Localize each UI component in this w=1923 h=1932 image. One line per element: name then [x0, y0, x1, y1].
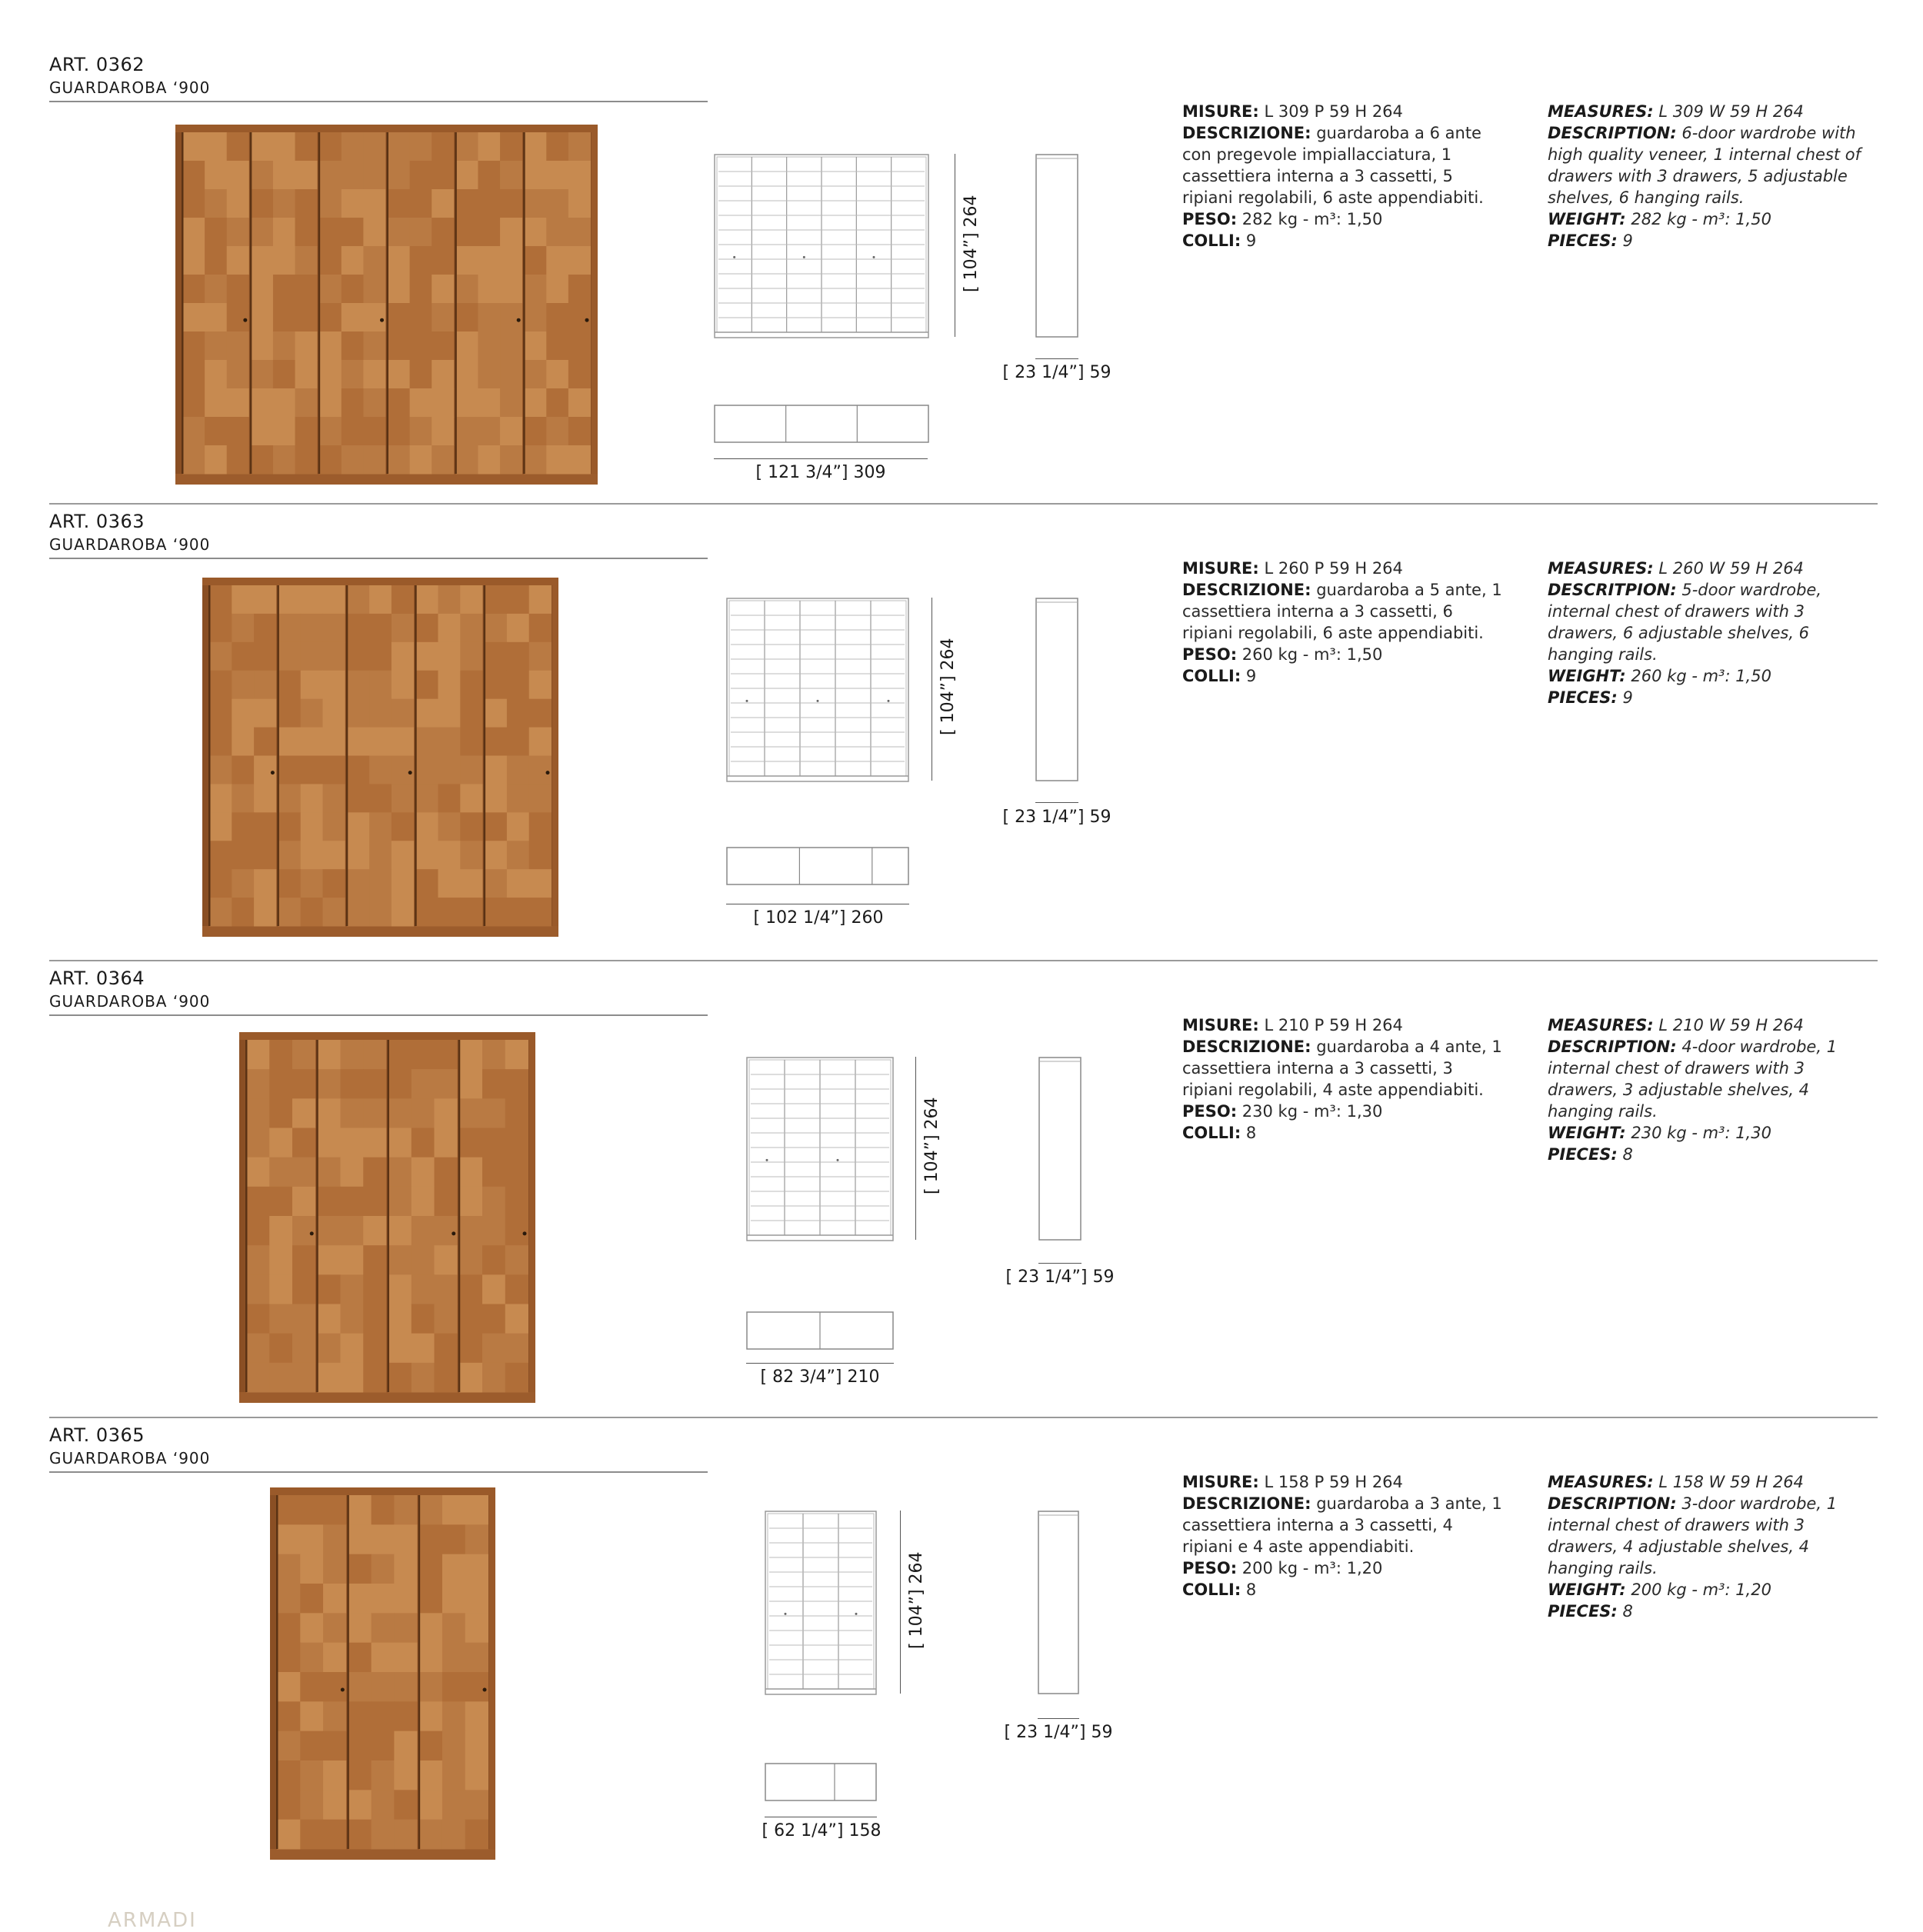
- article-subtitle: GUARDAROBA ‘900: [49, 78, 211, 97]
- measures-label: MISURE:: [1182, 1473, 1259, 1491]
- depth-dimension: [ 23 1/4”] 59: [1004, 1723, 1113, 1742]
- pieces-value: 9: [1617, 688, 1633, 707]
- height-dimension: [ 104”] 264: [922, 1097, 942, 1194]
- height-dimension: [ 104”] 264: [938, 638, 958, 735]
- spec-italian: [1182, 101, 1505, 251]
- weight-label: WEIGHT:: [1548, 1124, 1626, 1142]
- weight-label: PESO:: [1182, 210, 1238, 228]
- wardrobe-photo: [239, 1032, 535, 1403]
- door-knob: [523, 1231, 527, 1235]
- depth-dimension: [ 23 1/4”] 59: [1002, 808, 1111, 827]
- footer-category-label: ARMADI: [108, 1909, 197, 1932]
- description-value: guardaroba a 6 ante con pregevole impiallacciatura, 1 cassettiera interna a 3 cassetti, 5 ripiani regolabili, 6 aste appendiabiti.: [1182, 124, 1484, 207]
- depth-dim-line: [1038, 1263, 1081, 1264]
- title-rule: [49, 558, 708, 559]
- width-dimension: [ 102 1/4”] 260: [753, 908, 884, 928]
- wardrobe-door: [523, 132, 591, 475]
- door-knob: [341, 1688, 345, 1692]
- wardrobe-door: [277, 585, 345, 927]
- weight-value: 200 kg - m³: 1,20: [1625, 1581, 1771, 1599]
- weight-label: WEIGHT:: [1548, 1581, 1626, 1599]
- spec-italian: [1182, 1014, 1505, 1144]
- spec-english: [1548, 101, 1878, 251]
- door-knob: [408, 771, 412, 774]
- depth-dim-line: [1038, 1718, 1079, 1719]
- wardrobe-door: [316, 1040, 386, 1393]
- door-knob: [546, 771, 550, 774]
- spec-english: [1548, 558, 1878, 708]
- measures-value: L 210 W 59 H 264: [1653, 1016, 1804, 1034]
- plan-view-drawing: [726, 847, 909, 885]
- description-label: DESCRIPTION:: [1548, 124, 1677, 142]
- measures-value: L 260 W 59 H 264: [1653, 559, 1804, 578]
- weight-label: WEIGHT:: [1548, 667, 1626, 685]
- depth-dim-line: [1035, 358, 1078, 359]
- article-subtitle: GUARDAROBA ‘900: [49, 1449, 211, 1467]
- depth-dimension: [ 23 1/4”] 59: [1002, 363, 1111, 382]
- measures-value: L 158 P 59 H 264: [1258, 1473, 1403, 1491]
- wardrobe-photo: [202, 578, 558, 937]
- pieces-value: 9: [1241, 667, 1257, 685]
- weight-value: 260 kg - m³: 1,50: [1237, 645, 1383, 664]
- product-section: [0, 457, 1923, 928]
- wardrobe-door: [276, 1495, 346, 1850]
- pieces-label: COLLI:: [1182, 1124, 1241, 1142]
- title-rule: [49, 1471, 708, 1473]
- description-label: DESCRIPTION:: [1548, 1038, 1677, 1056]
- door-knob: [452, 1231, 455, 1235]
- plan-view-drawing: [765, 1763, 877, 1801]
- article-number: ART. 0365: [49, 1424, 145, 1446]
- measures-label: MISURE:: [1182, 1016, 1259, 1034]
- pieces-label: PIECES:: [1548, 1602, 1618, 1621]
- width-dimension: [ 62 1/4”] 158: [762, 1821, 882, 1840]
- front-elevation-drawing: [726, 598, 909, 782]
- pieces-value: 8: [1241, 1124, 1257, 1142]
- pieces-value: 8: [1241, 1581, 1257, 1599]
- height-dim-line: [900, 1511, 901, 1694]
- width-dimension: [ 121 3/4”] 309: [755, 463, 886, 482]
- front-elevation-drawing: [714, 154, 929, 338]
- weight-value: 282 kg - m³: 1,50: [1237, 210, 1383, 228]
- wardrobe-door: [250, 132, 318, 475]
- article-number: ART. 0362: [49, 54, 145, 75]
- article-number: ART. 0364: [49, 968, 145, 989]
- door-knob: [310, 1231, 314, 1235]
- plan-view-drawing: [714, 405, 929, 443]
- description-label: DESCRIZIONE:: [1182, 581, 1311, 599]
- door-knob: [380, 318, 384, 322]
- wardrobe-door: [346, 585, 414, 927]
- height-dimension: [ 104”] 264: [907, 1551, 926, 1649]
- measures-value: L 260 P 59 H 264: [1258, 559, 1403, 578]
- door-knob: [517, 318, 521, 322]
- pieces-label: COLLI:: [1182, 1581, 1241, 1599]
- pieces-label: PIECES:: [1548, 1145, 1618, 1164]
- pieces-value: 8: [1617, 1145, 1633, 1164]
- side-elevation-drawing: [1035, 598, 1078, 782]
- measures-label: MISURE:: [1182, 559, 1259, 578]
- measures-value: L 210 P 59 H 264: [1258, 1016, 1403, 1034]
- weight-label: PESO:: [1182, 1559, 1238, 1577]
- wardrobe-photo: [270, 1487, 495, 1860]
- description-value: guardaroba a 4 ante, 1 cassettiera interna a 3 cassetti, 3 ripiani regolabili, 4 aste appendiabiti.: [1182, 1038, 1502, 1099]
- front-elevation-drawing: [746, 1057, 894, 1241]
- wardrobe-door: [318, 132, 386, 475]
- pieces-label: COLLI:: [1182, 667, 1241, 685]
- side-elevation-drawing: [1038, 1057, 1081, 1241]
- weight-value: 230 kg - m³: 1,30: [1237, 1102, 1383, 1121]
- title-rule: [49, 1014, 708, 1016]
- pieces-value: 9: [1617, 232, 1633, 250]
- wardrobe-door: [455, 132, 522, 475]
- pieces-value: 9: [1241, 232, 1257, 250]
- measures-value: L 309 W 59 H 264: [1653, 102, 1804, 121]
- wardrobe-door: [245, 1040, 315, 1393]
- wardrobe-door: [484, 585, 552, 927]
- description-label: DESCRIZIONE:: [1182, 124, 1311, 142]
- door-knob: [585, 318, 589, 322]
- height-dim-line: [915, 1057, 916, 1240]
- description-label: DESCRITPION:: [1548, 581, 1677, 599]
- door-knob: [483, 1688, 487, 1692]
- description-value: 5-door wardrobe, internal chest of drawers with 3 drawers, 6 adjustable shelves, 6 hanging rails.: [1548, 581, 1822, 664]
- description-value: guardaroba a 3 ante, 1 cassettiera interna a 3 cassetti, 4 ripiani e 4 aste appendiabiti.: [1182, 1494, 1502, 1556]
- description-value: 6-door wardrobe with high quality veneer, 1 internal chest of drawers with 3 drawers, 5 adjustable shelves, 6 hanging rails.: [1548, 124, 1861, 207]
- measures-label: MEASURES:: [1548, 1016, 1654, 1034]
- width-dim-line: [746, 1363, 894, 1364]
- pieces-label: PIECES:: [1548, 688, 1618, 707]
- description-label: DESCRIPTION:: [1548, 1494, 1677, 1513]
- description-value: 3-door wardrobe, 1 internal chest of drawers with 3 drawers, 4 adjustable shelves, 4 hanging rails.: [1548, 1494, 1838, 1577]
- wardrobe-door: [208, 585, 276, 927]
- weight-label: PESO:: [1182, 645, 1238, 664]
- wardrobe-door: [388, 1040, 458, 1393]
- article-subtitle: GUARDAROBA ‘900: [49, 535, 211, 554]
- description-label: DESCRIZIONE:: [1182, 1038, 1311, 1056]
- weight-value: 230 kg - m³: 1,30: [1625, 1124, 1771, 1142]
- title-rule: [49, 101, 708, 102]
- width-dimension: [ 82 3/4”] 210: [760, 1367, 880, 1387]
- door-knob: [271, 771, 275, 774]
- wardrobe-door: [458, 1040, 528, 1393]
- spec-english: [1548, 1014, 1878, 1165]
- wardrobe-door: [418, 1495, 488, 1850]
- depth-dim-line: [1035, 802, 1078, 803]
- wardrobe-photo: [175, 125, 598, 485]
- wardrobe-door: [347, 1495, 417, 1850]
- pieces-label: COLLI:: [1182, 232, 1241, 250]
- product-section: [0, 1371, 1923, 1840]
- plan-view-drawing: [746, 1311, 894, 1350]
- side-elevation-drawing: [1038, 1511, 1079, 1695]
- wardrobe-door: [387, 132, 455, 475]
- measures-label: MEASURES:: [1548, 559, 1654, 578]
- pieces-value: 8: [1617, 1602, 1633, 1621]
- spec-english: [1548, 1471, 1878, 1622]
- side-elevation-drawing: [1035, 154, 1078, 338]
- weight-value: 200 kg - m³: 1,20: [1237, 1559, 1383, 1577]
- depth-dimension: [ 23 1/4”] 59: [1005, 1267, 1115, 1287]
- measures-value: L 309 P 59 H 264: [1258, 102, 1403, 121]
- pieces-label: PIECES:: [1548, 232, 1618, 250]
- wardrobe-door: [415, 585, 482, 927]
- measures-label: MEASURES:: [1548, 102, 1654, 121]
- product-section: [0, 0, 1923, 482]
- description-label: DESCRIZIONE:: [1182, 1494, 1311, 1513]
- weight-value: 282 kg - m³: 1,50: [1625, 210, 1771, 228]
- measures-label: MISURE:: [1182, 102, 1259, 121]
- article-subtitle: GUARDAROBA ‘900: [49, 992, 211, 1011]
- spec-italian: [1182, 558, 1505, 687]
- height-dimension: [ 104”] 264: [962, 195, 981, 292]
- description-value: guardaroba a 5 ante, 1 cassettiera interna a 3 cassetti, 6 ripiani regolabili, 6 aste appendiabiti.: [1182, 581, 1502, 642]
- weight-label: PESO:: [1182, 1102, 1238, 1121]
- spec-italian: [1182, 1471, 1505, 1601]
- front-elevation-drawing: [765, 1511, 877, 1695]
- article-number: ART. 0363: [49, 511, 145, 532]
- measures-value: L 158 W 59 H 264: [1653, 1473, 1804, 1491]
- weight-value: 260 kg - m³: 1,50: [1625, 667, 1771, 685]
- door-knob: [243, 318, 247, 322]
- measures-label: MEASURES:: [1548, 1473, 1654, 1491]
- product-section: [0, 914, 1923, 1387]
- description-value: 4-door wardrobe, 1 internal chest of drawers with 3 drawers, 3 adjustable shelves, 4 hanging rails.: [1548, 1038, 1838, 1121]
- weight-label: WEIGHT:: [1548, 210, 1626, 228]
- wardrobe-door: [182, 132, 249, 475]
